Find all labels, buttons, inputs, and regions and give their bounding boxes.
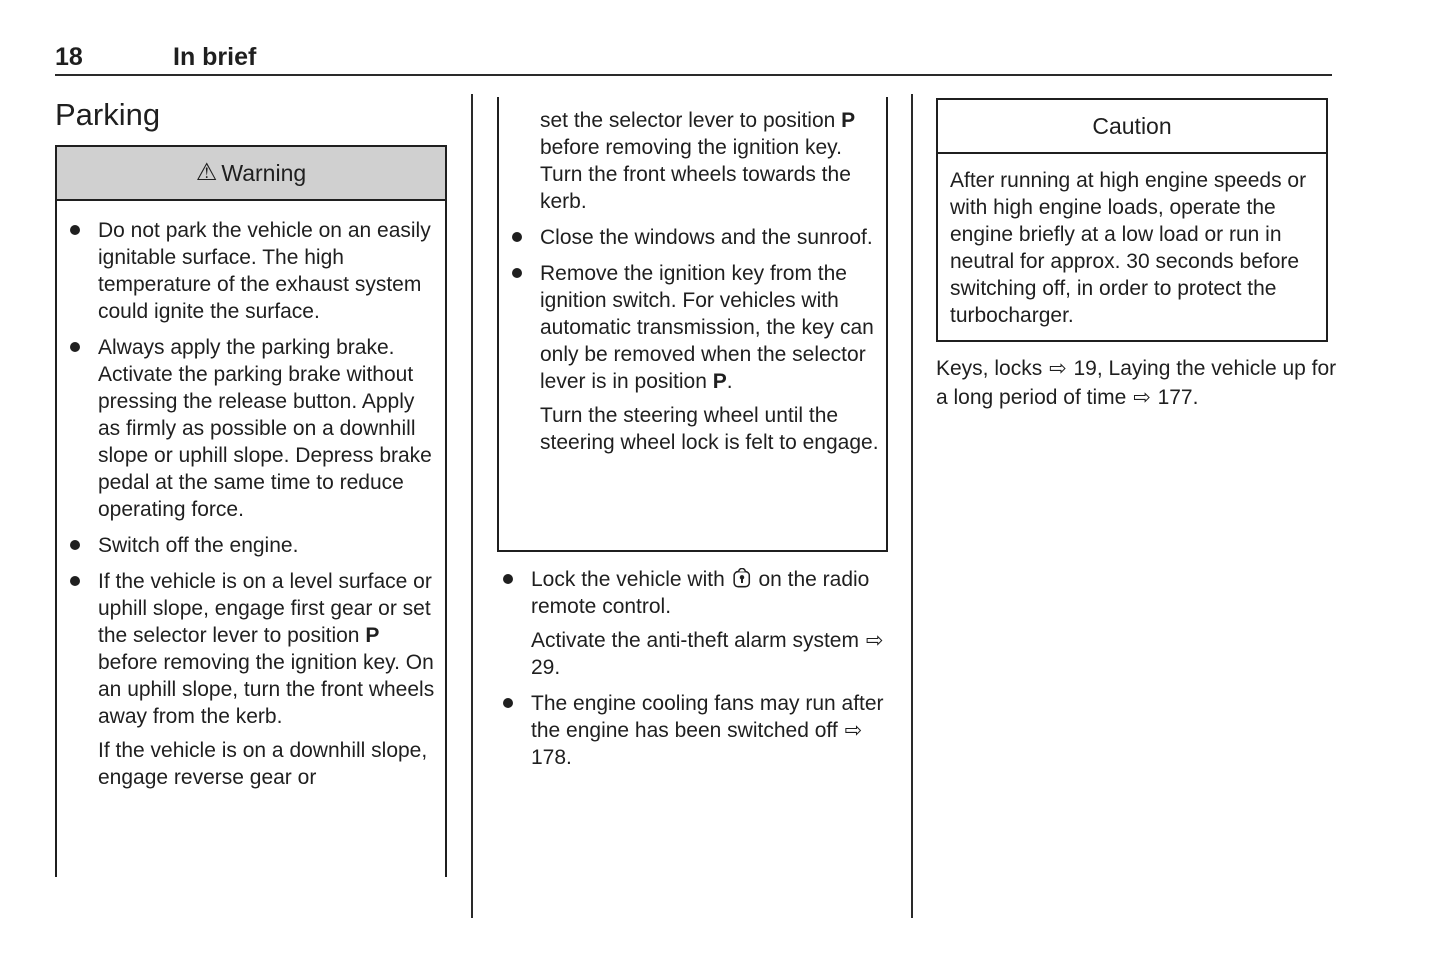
paragraph-text: set the selector lever to position P before removing the ignition key. Turn the front wheels towards the kerb. bbox=[540, 109, 856, 213]
bullet-list-item bbox=[64, 334, 441, 523]
page-ref-arrow-icon: ⇨ bbox=[1049, 356, 1067, 380]
column-divider-1 bbox=[471, 94, 473, 918]
bullet-dot bbox=[70, 576, 80, 586]
bullet-list-item bbox=[64, 568, 441, 791]
cross-references: Keys, locks ⇨ 19, Laying the vehicle up for a long period of time ⇨ 177. bbox=[936, 356, 1337, 409]
warning-box bbox=[55, 145, 447, 877]
page-ref-arrow-icon: ⇨ bbox=[1133, 385, 1151, 409]
warning-box-continued bbox=[497, 97, 888, 552]
bullet-dot bbox=[70, 225, 80, 235]
column-divider-2 bbox=[911, 94, 913, 918]
paragraph-text: Activate the anti-theft alarm system ⇨ 29. bbox=[531, 628, 884, 679]
paragraph-text: If the vehicle is on a downhill slope, engage reverse gear or bbox=[98, 739, 428, 789]
page-number: 18 bbox=[55, 43, 83, 71]
caution-box-body bbox=[938, 154, 1326, 329]
paragraph-text: The engine cooling fans may run after the engine has been switched off ⇨ 178. bbox=[531, 692, 884, 769]
paragraph-text: Close the windows and the sunroof. bbox=[540, 226, 873, 249]
caution-box-header bbox=[938, 100, 1326, 154]
bullet-list-item bbox=[506, 260, 882, 456]
caution-text: After running at high engine speeds or with high engine loads, operate the engine briefly at a low load or run in neutral for approx. 30 seconds before switching off, in order to protect the turbocharger. bbox=[950, 169, 1307, 327]
paragraph-text: If the vehicle is on a level surface or uphill slope, engage first gear or set the selector lever to position P before removing the ignition key. On an uphill slope, turn the front wheels away from the kerb. bbox=[98, 570, 435, 728]
bullet-dot bbox=[503, 574, 513, 584]
caution-box bbox=[936, 98, 1328, 342]
warning-box-title: Warning bbox=[221, 160, 307, 186]
bullet-dot bbox=[70, 540, 80, 550]
paragraph-text: Lock the vehicle with on the radio remote control. bbox=[531, 568, 870, 618]
warning-triangle-icon: ⚠ bbox=[195, 158, 218, 186]
header-rule bbox=[55, 74, 1332, 76]
page-ref-arrow-icon: ⇨ bbox=[865, 628, 884, 652]
parking-bullet-list bbox=[497, 566, 888, 771]
paragraph-text: Turn the steering wheel until the steering wheel lock is felt to engage. bbox=[540, 404, 879, 454]
bullet-dot bbox=[512, 232, 522, 242]
bullet-dot bbox=[70, 342, 80, 352]
section-title: Parking bbox=[55, 97, 161, 132]
bullet-dot bbox=[503, 698, 513, 708]
chapter-title: In brief bbox=[173, 43, 257, 71]
warning-box-continued-body bbox=[499, 97, 886, 456]
bullet-list-item bbox=[506, 224, 882, 251]
paragraph-text: Remove the ignition key from the ignition switch. For vehicles with automatic transmission, the key can only be removed when the selector lever is in position P. bbox=[540, 262, 874, 393]
bullet-dot bbox=[512, 268, 522, 278]
bullet-list-item bbox=[64, 532, 441, 559]
paragraph-item bbox=[506, 107, 882, 215]
bullet-list-item bbox=[497, 566, 888, 681]
warning-box-header bbox=[57, 147, 445, 201]
paragraph-text: Always apply the parking brake. Activate the parking brake without pressing the release button. Apply as firmly as possible on a downhill slope or uphill slope. Depress brake pedal at the same time to reduce operating force. bbox=[98, 336, 432, 521]
bullet-list-item bbox=[64, 217, 441, 325]
lock-icon bbox=[733, 568, 751, 589]
paragraph-text: Do not park the vehicle on an easily ignitable surface. The high temperature of the exhaust system could ignite the surface. bbox=[98, 219, 431, 323]
warning-box-body bbox=[57, 201, 445, 791]
bullet-list-item bbox=[497, 690, 888, 771]
page-ref-arrow-icon: ⇨ bbox=[844, 718, 863, 742]
caution-box-title: Caution bbox=[1092, 113, 1172, 139]
paragraph-text: Switch off the engine. bbox=[98, 534, 299, 557]
